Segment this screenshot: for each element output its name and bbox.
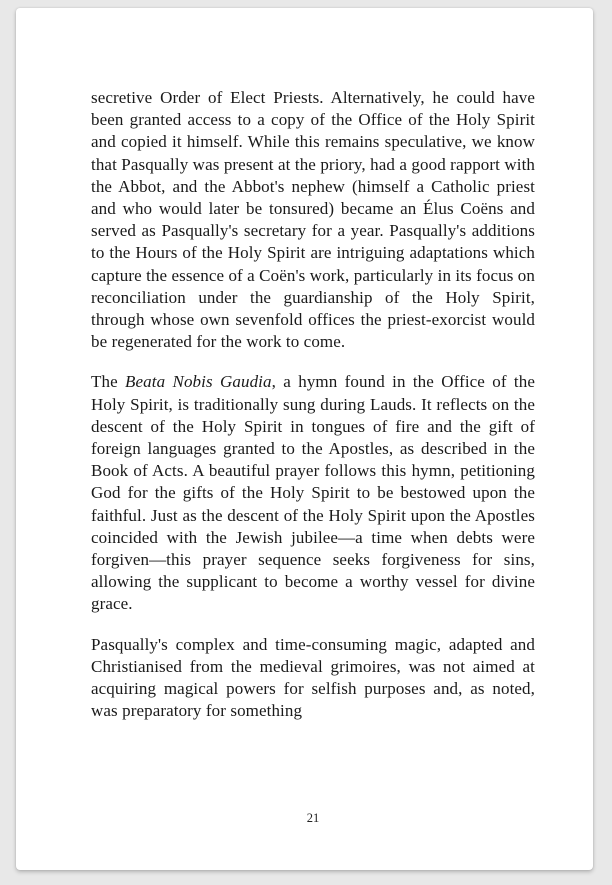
- body-paragraph: [91, 371, 535, 615]
- text-segment: The: [91, 372, 126, 392]
- text-segment: , a hymn found in the Office of the Holy Spirit, is traditionally sung during Lauds. It reflects on the descent of the Holy Spirit in tongues of fire and the gift of foreign languages granted to the Apostles, as described in the Book of Acts. A beautiful prayer follows this hymn, petitioning God for the gifts of the Holy Spirit to be bestowed upon the faithful. Just as the descent of the Holy Spirit upon the Apostles coincided with the Jewish jubilee—a time when debts were forgiven—this prayer sequence seeks forgiveness for sins, allowing the supplicant to become a worthy vessel for divine grace.: [91, 372, 535, 614]
- page-text-block: [91, 87, 535, 740]
- page-number: 21: [306, 811, 320, 825]
- body-paragraph: secretive Order of Elect Priests. Alternatively, he could have been granted access to a copy of the Office of the Holy Spirit and copied it himself. While this remains speculative, we know that Pasqually was present at the priory, had a good rapport with the Abbot, and the Abbot's nephew (himself a Catholic priest and who would later be tonsured) became an Élus Coëns and served as Pasqually's secretary for a year. Pasqually's additions to the Hours of the Holy Spirit are intriguing adaptations which capture the essence of a Coën's work, particularly in its focus on reconciliation under the guardianship of the Holy Spirit, through whose own sevenfold offices the priest-exorcist would be regenerated for the work to come.: [91, 88, 535, 352]
- italic-hymn-title: Beata Nobis Gaudia: [125, 372, 272, 392]
- body-paragraph: Pasqually's complex and time-consuming magic, adapted and Christianised from the medieval grimoires, was not aimed at acquiring magical powers for selfish purposes and, as noted, was preparatory for something: [91, 634, 535, 721]
- book-page: [16, 8, 593, 870]
